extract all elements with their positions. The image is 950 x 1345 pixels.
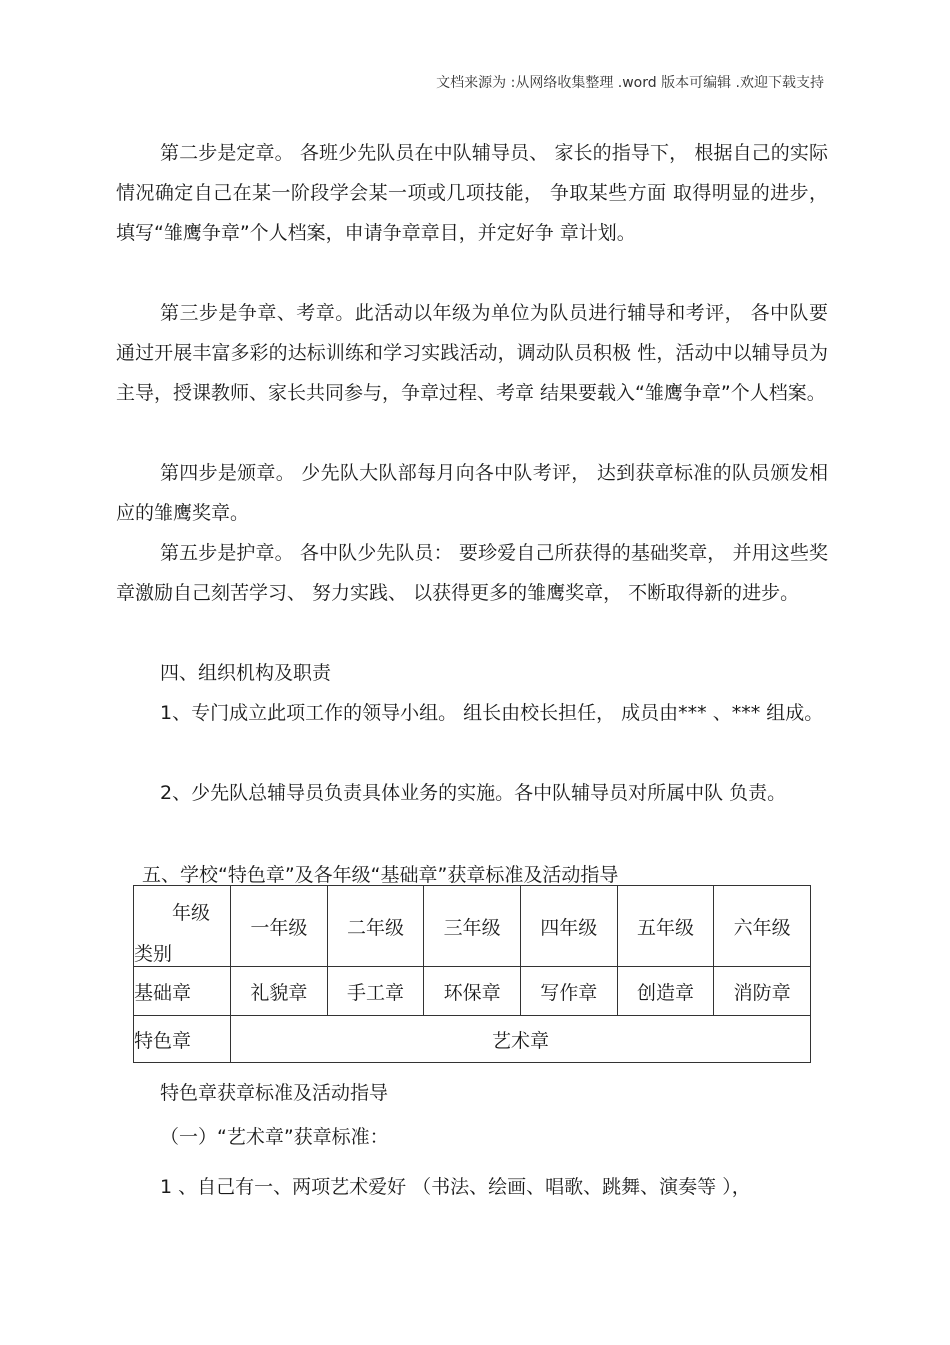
special-badge-label: 特色章 <box>134 1016 231 1063</box>
table-row-basic <box>134 967 811 1016</box>
section-four-item-2: 2、少先队总辅导员负责具体业务的实施。各中队辅导员对所属中队 负责。 <box>160 782 787 804</box>
paragraph-step-two: 第二步是定章。 各班少先队员在中队辅导员、 家长的指导下， 根据自己的实际情况确定自己在某一阶段学会某一项或几项技能， 争取某些方面 取得明显的进步，填写“雏鹰争章”个人档案，申请争章章目，并定好争 章计划。 <box>116 142 828 244</box>
corner-category-label: 类别 <box>134 943 173 965</box>
page-header-note: 文档来源为 :从网络收集整理 .word 版本可编辑 .欢迎下载支持 <box>436 75 824 91</box>
basic-badge-cell: 创造章 <box>617 967 714 1016</box>
paragraph-step-three: 第三步是争章、考章。此活动以年级为单位为队员进行辅导和考评， 各中队要通过开展丰富多彩的达标训练和学习实践活动，调动队员积极 性，活动中以辅导员为主导，授课教师、家长共同参与，争章过程、考章 结果要载入“雏鹰争章”个人档案。 <box>116 302 828 404</box>
art-badge-item-1: 1 、自己有一、两项艺术爱好 （书法、绘画、唱歌、跳舞、演奏等 ）， <box>160 1176 751 1198</box>
table-corner-cell <box>134 886 231 967</box>
badge-table <box>133 885 811 1063</box>
section-four-heading: 四、组织机构及职责 <box>160 662 332 684</box>
table-header-row <box>134 886 811 967</box>
grade-header: 一年级 <box>231 886 328 967</box>
art-badge-subheading: （一）“艺术章”获章标准： <box>160 1126 389 1148</box>
basic-badge-label: 基础章 <box>134 967 231 1016</box>
paragraph-step-five: 第五步是护章。 各中队少先队员： 要珍爱自己所获得的基础奖章， 并用这些奖章激励自己刻苦学习、 努力实践、 以获得更多的雏鹰奖章， 不断取得新的进步。 <box>116 542 828 604</box>
grade-header: 五年级 <box>617 886 714 967</box>
basic-badge-cell: 写作章 <box>520 967 617 1016</box>
section-five-heading: 五、学校“特色章”及各年级“基础章”获章标准及活动指导 <box>142 864 619 886</box>
grade-header: 四年级 <box>520 886 617 967</box>
grade-header: 三年级 <box>424 886 521 967</box>
special-badge-cell: 艺术章 <box>231 1016 811 1063</box>
basic-badge-cell: 环保章 <box>424 967 521 1016</box>
grade-header: 二年级 <box>327 886 424 967</box>
special-badge-heading: 特色章获章标准及活动指导 <box>160 1082 389 1104</box>
paragraph-step-four: 第四步是颁章。 少先队大队部每月向各中队考评， 达到获章标准的队员颁发相应的雏鹰奖章。 <box>116 462 828 524</box>
section-four-item-1: 1、专门成立此项工作的领导小组。 组长由校长担任， 成员由*** 、*** 组成。 <box>160 702 824 724</box>
basic-badge-cell: 手工章 <box>327 967 424 1016</box>
corner-grade-label: 年级 <box>172 902 211 924</box>
table-row-special <box>134 1016 811 1063</box>
basic-badge-cell: 礼貌章 <box>231 967 328 1016</box>
basic-badge-cell: 消防章 <box>714 967 811 1016</box>
grade-header: 六年级 <box>714 886 811 967</box>
